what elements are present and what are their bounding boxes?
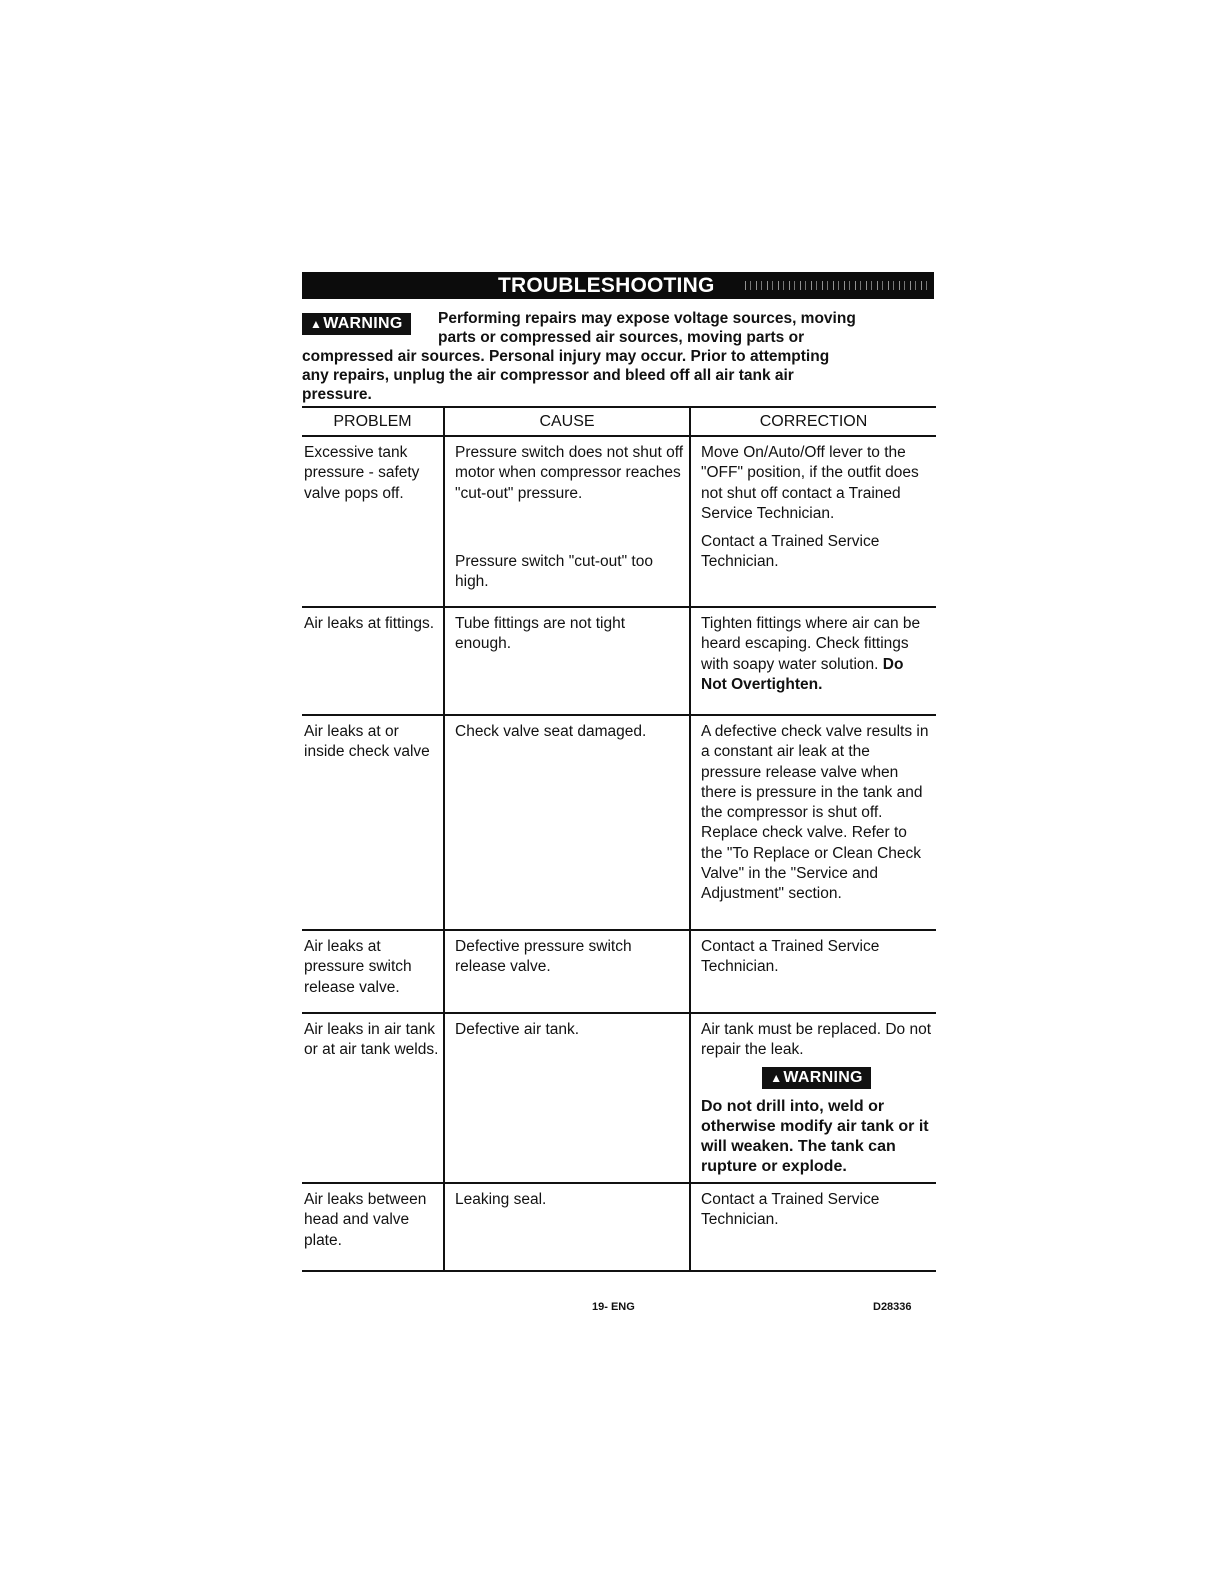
problem-cell: Excessive tank pressure - safety valve pops off.: [302, 436, 444, 607]
warning-intro-line-4: any repairs, unplug the air compressor and bleed off all air tank air: [302, 367, 794, 384]
problem-cell: Air leaks between head and valve plate.: [302, 1183, 444, 1271]
warning-badge: ▲WARNING: [302, 313, 411, 335]
document-code: D28336: [873, 1301, 912, 1313]
correction-cell: Tighten fittings where air can be heard escaping. Check fittings with soapy water solution. Do Not Overtighten.: [690, 607, 936, 715]
header-correction: CORRECTION: [690, 407, 936, 436]
cause-cell: Pressure switch does not shut off motor when compressor reaches "cut-out" pressure. Pressure switch "cut-out" too high.: [444, 436, 690, 607]
correction-cell: Contact a Trained Service Technician.: [690, 1183, 936, 1271]
troubleshooting-page: [302, 272, 934, 1272]
troubleshooting-table: [302, 406, 936, 1272]
table-row: [302, 607, 936, 715]
correction-cell: A defective check valve results in a constant air leak at the pressure release valve when there is pressure in the tank and the compressor is shut off. Replace check valve. Refer to the "To Replace or Clean Check Valve" in the "Service and Adjustment" section.: [690, 715, 936, 930]
table-header-row: [302, 407, 936, 436]
problem-cell: Air leaks in air tank or at air tank welds.: [302, 1013, 444, 1183]
page-title: TROUBLESHOOTING: [498, 274, 715, 297]
warning-intro: [302, 309, 934, 404]
table-row: [302, 436, 936, 607]
problem-cell: Air leaks at or inside check valve: [302, 715, 444, 930]
page-number: 19- ENG: [592, 1301, 635, 1313]
cause-cell: Check valve seat damaged.: [444, 715, 690, 930]
table-row: [302, 1183, 936, 1271]
warning-triangle-icon: ▲: [310, 317, 323, 331]
problem-cell: Air leaks at pressure switch release valve.: [302, 930, 444, 1013]
problem-cell: Air leaks at fittings.: [302, 607, 444, 715]
header-cause: CAUSE: [444, 407, 690, 436]
cause-cell: Defective air tank.: [444, 1013, 690, 1183]
warning-badge: ▲WARNING: [701, 1067, 932, 1089]
correction-cell: Air tank must be replaced. Do not repair the leak. ▲WARNING Do not drill into, weld or otherwise modify air tank or it will weaken. The tank can rupture or explode.: [690, 1013, 936, 1183]
cause-cell: Tube fittings are not tight enough.: [444, 607, 690, 715]
correction-cell: Contact a Trained Service Technician.: [690, 930, 936, 1013]
warning-intro-line-3: compressed air sources. Personal injury may occur. Prior to attempting: [302, 348, 830, 365]
title-bar-texture: [745, 281, 930, 290]
correction-cell: Move On/Auto/Off lever to the "OFF" position, if the outfit does not shut off contact a Trained Service Technician. Contact a Trained Service Technician.: [690, 436, 936, 607]
table-row: [302, 930, 936, 1013]
title-bar: [302, 272, 934, 299]
table-row: [302, 715, 936, 930]
warning-intro-line-5: pressure.: [302, 386, 372, 403]
warning-text: Do not drill into, weld or otherwise modify air tank or it will weaken. The tank can rupture or explode.: [701, 1097, 929, 1175]
warning-intro-line-1: Performing repairs may expose voltage sources, moving: [438, 310, 856, 327]
warning-intro-line-2: parts or compressed air sources, moving parts or: [438, 329, 805, 346]
header-problem: PROBLEM: [302, 407, 444, 436]
cause-cell: Defective pressure switch release valve.: [444, 930, 690, 1013]
warning-triangle-icon: ▲: [770, 1070, 783, 1085]
cause-cell: Leaking seal.: [444, 1183, 690, 1271]
table-row: [302, 1013, 936, 1183]
